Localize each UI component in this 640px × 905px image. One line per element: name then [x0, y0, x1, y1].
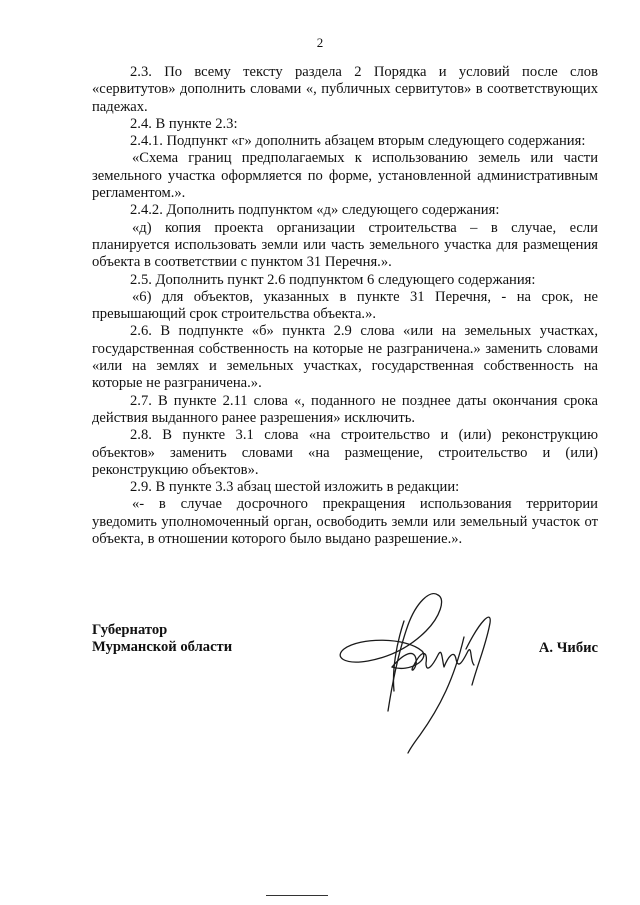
quote-2-4-2: «д) копия проекта организации строительства – в случае, если планируется использовать земли или часть земельного участка для размещения объекта в соответствии с пунктом 31 Перечня.». — [92, 219, 598, 271]
paragraph-2-9: 2.9. В пункте 3.3 абзац шестой изложить в редакции: — [130, 479, 460, 496]
signature-block — [92, 622, 598, 772]
paragraph-2-4: 2.4. В пункте 2.3: — [130, 115, 238, 132]
document-body — [92, 64, 598, 548]
paragraph-2-4-2: 2.4.2. Дополнить подпунктом «д» следующего содержания: — [130, 202, 500, 219]
paragraph-2-8: 2.8. В пункте 3.1 слова «на строительство и (или) реконструкцию объектов» заменить словами «на размещение, строительство и (или) реконструкцию объектов». — [92, 427, 598, 478]
paragraph-2-4-1: 2.4.1. Подпункт «г» дополнить абзацем вторым следующего содержания: — [130, 133, 586, 150]
signer-title-line-2: Мурманской области — [92, 639, 233, 656]
handwritten-signature — [330, 587, 520, 757]
paragraph-2-7: 2.7. В пункте 2.11 слова «, поданного не позднее даты окончания срока действия выданного ранее разрешения» исключить. — [92, 392, 598, 426]
signer-title-line-1: Губернатор — [92, 622, 168, 638]
quote-2-9: «- в случае досрочного прекращения использования территории уведомить уполномоченный орган, освободить земли или земельный участок от объекта, в отношении которого было выдано разрешение.». — [92, 496, 598, 548]
quote-2-4-1: «Схема границ предполагаемых к использованию земель или части земельного участка оформляется по форме, установленной административным регламентом.». — [92, 150, 598, 202]
footer-rule — [266, 895, 328, 896]
signer-name: А. Чибис — [538, 640, 598, 656]
paragraph-2-6: 2.6. В подпункте «б» пункта 2.9 слова «или на земельных участках, государственная собственность на которые не разграничена.» заменить словами «или на землях и земельных участках, государственная собственность на которые не разграничена.». — [92, 323, 598, 392]
quote-2-5: «6) для объектов, указанных в пункте 31 Перечня, - на срок, не превышающий срок строительства объекта.». — [92, 288, 598, 323]
signer-title — [92, 622, 232, 657]
paragraph-2-5: 2.5. Дополнить пункт 2.6 подпунктом 6 следующего содержания: — [130, 271, 536, 288]
page-number: 2 — [316, 35, 324, 50]
paragraph-2-3: 2.3. По всему тексту раздела 2 Порядка и условий после слов «сервитутов» дополнить словами «, публичных сервитутов» в соответствующих падежах. — [92, 64, 598, 115]
